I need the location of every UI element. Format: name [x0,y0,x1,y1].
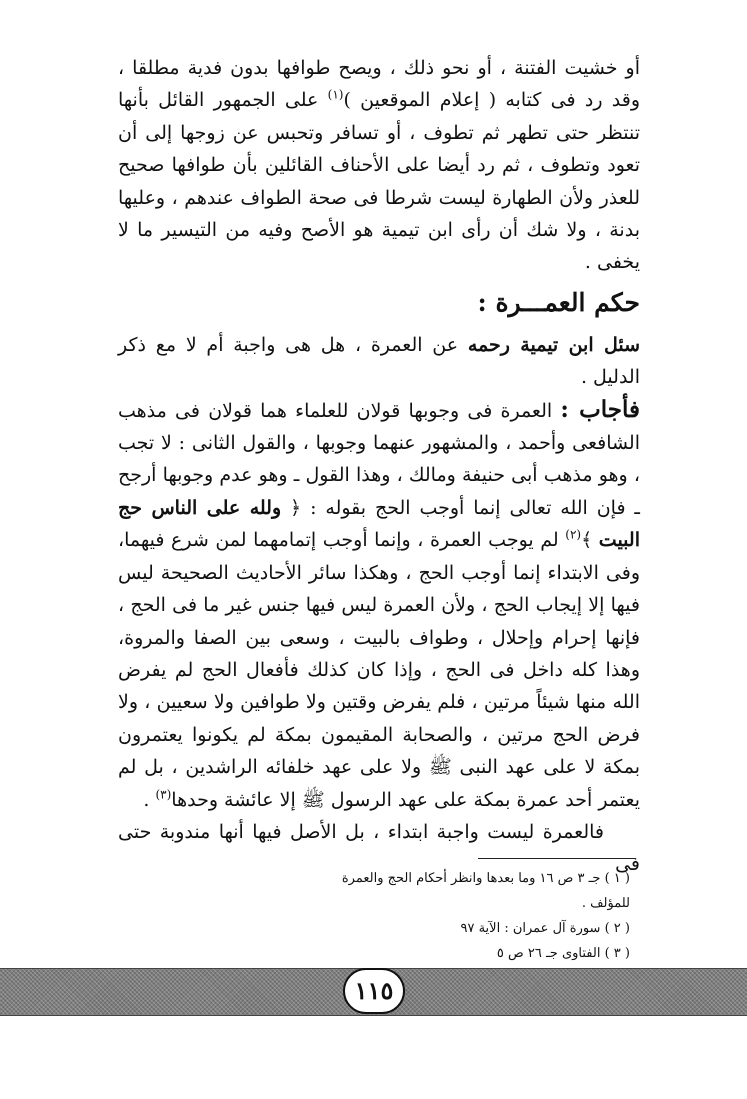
answer-end: . [143,788,156,811]
paragraph-1 [118,52,640,279]
footnote-3: ( ٣ ) الفتاوى جـ ٢٦ ص ٥ [496,946,630,961]
footnote-ref-2: (٢) [565,527,582,542]
quran-verse: ولله على الناس حج البيت [118,496,640,552]
last-paragraph: فالعمرة ليست واجبة ابتداء ، بل الأصل فيها أنها مندوبة حتى فى [118,820,640,876]
footnotes [300,866,630,966]
footnote-ref-3: (٣) [155,787,172,802]
section-heading: حكم العمـــرة : [477,287,640,317]
question-text: عن العمرة ، هل هى واجبة أم لا مع ذكر الدليل . [118,333,640,389]
verse-close: ﴾ [581,529,599,552]
footnote-divider [478,858,636,859]
answer-lead: فأجاب : [560,395,640,423]
footnote-1: ( ١ ) جـ ٣ ص ١٦ وما بعدها وانظر أحكام الحج والعمرة للمؤلف . [341,871,630,911]
page-number: ١١٥ [343,968,405,1014]
question-bold: سئل ابن تيمية رحمه [467,333,640,356]
answer-paragraph [118,394,640,816]
question-paragraph [118,329,640,394]
main-text [118,52,640,881]
footnote-ref-1: (١) [327,88,344,103]
answer-text-1: العمرة فى وجوبها قولان للعلماء هما قولان فى مذهب الشافعى وأحمد ، والمشهور عنهما وجوبها ، والقول الثانى : لا تجب ، وهو مذهب أبى حنيفة ومالك ، وهذا القول ـ وهو عدم وجوبها أرجح ـ فإن الله تعالى إنما أوجب الحج بقوله : ﴿ [118,399,641,519]
paragraph-1-rest: على الجمهور القائل بأنها تنتظر حتى تطهر ثم تطوف ، أو تسافر وتحبس عن زوجها إلى أن تعود وتطوف ، ثم رد أيضا على الأحناف القائلين بأن طوافها صحيح للعذر ولأن الطهارة ليست شرطا فى صحة الطواف عندهم ، وعليها بدنة ، ولا شك أن رأى ابن تيمية هو الأصح وفيه من التيسير ما لا يخفى . [118,89,640,274]
footnote-2: ( ٢ ) سورة آل عمران : الآية ٩٧ [460,921,630,936]
answer-text-2: لم يوجب العمرة ، وإنما أوجب إتمامهما لمن شرع فيهما، وفى الابتداء إنما أوجب الحج ، وهكذا سائر الأحاديث الصحيحة ليس فيها إلا إيجاب الحج ، ولأن العمرة ليس فيها جنس غير ما فى الحج ، فإنها إحرام وإحلال ، وطواف بالبيت ، وسعى بين الصفا والمروة، وهذا كله داخل فى الحج ، وإذا كان كذلك فأفعال الحج لم يفرض الله منها شيئاً مرتين ، فلم يفرض وقتين ولا طوافين ولا سعيين ، ولا فرض الحج مرتين ، والصحابة المقيمون بمكة لم يكونوا يعتمرون بمكة لا على عهد النبى ﷺ ولا على عهد خلفائه الراشدين ، بل لم يعتمر أحد عمرة بمكة على عهد الرسول ﷺ إلا عائشة وحدها [118,529,640,811]
paragraph-1-text: أو خشيت الفتنة ، أو نحو ذلك ، ويصح طوافها بدون فدية مطلقا ، وقد رد فى كتابه ( إعلام الموقعين ) [118,57,640,112]
